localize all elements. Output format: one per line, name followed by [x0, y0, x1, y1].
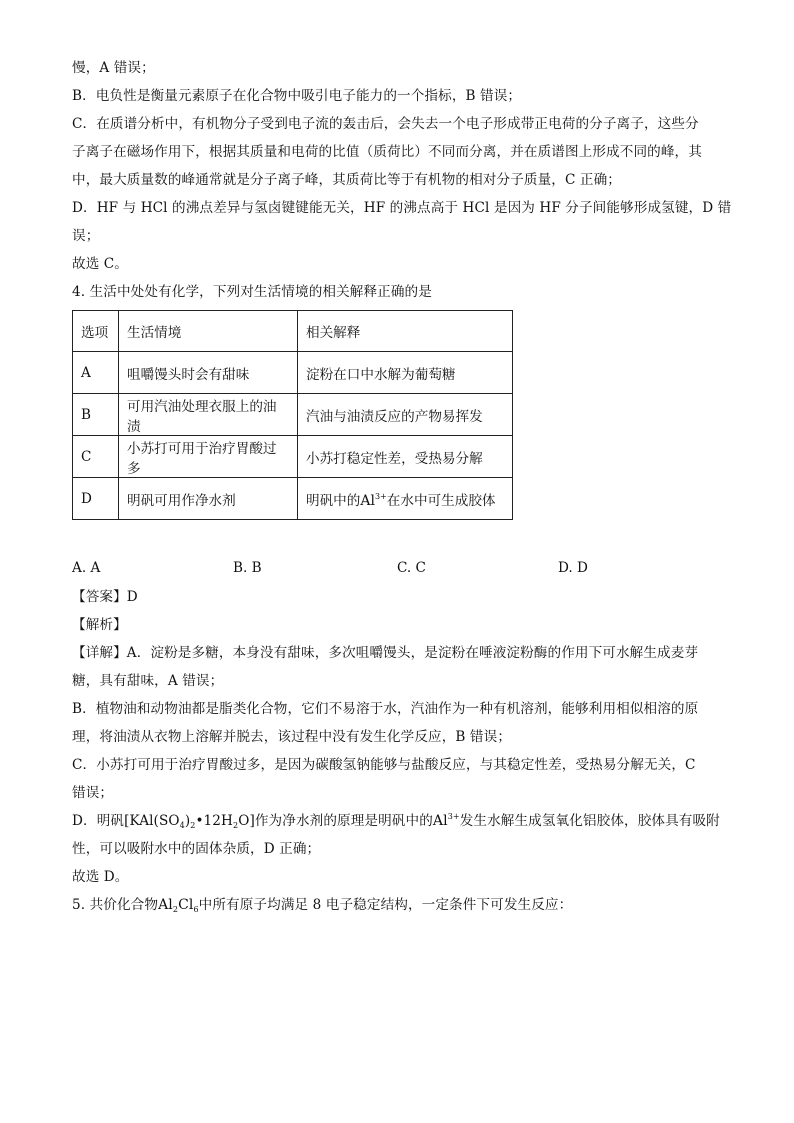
choice-c: C. C: [397, 560, 426, 576]
aluminum-ion-symbol: Al: [432, 813, 448, 829]
ion-charge: 3+: [374, 491, 387, 501]
stem-text: 5. 共价化合物: [72, 897, 159, 913]
subscript: 2: [190, 821, 196, 830]
table-cell-option: D: [73, 478, 119, 520]
detail-line: 【详解】A．淀粉是多糖，本身没有甜味，多次咀嚼馒头，是淀粉在唾液淀粉酶的作用下可水解生成麦芽: [72, 645, 699, 661]
table-row: [73, 478, 513, 520]
prev-solution-conclusion: 故选 C。: [72, 256, 129, 272]
ion-charge: 3+: [447, 812, 460, 821]
detail-text: ): [184, 813, 191, 829]
detail-line: 性，可以吸附水中的固体杂质，D 正确；: [72, 841, 321, 857]
explain-text: 明矾中的: [306, 492, 361, 509]
prev-solution-line: C．在质谱分析中，有机物分子受到电子流的轰击后，会失去一个电子形成带正电荷的分子离子，这些分: [72, 116, 699, 132]
analysis-label: 【解析】: [72, 617, 127, 633]
detail-conclusion: 故选 D。: [72, 869, 129, 885]
table-cell-scene: 明矾可用作净水剂: [119, 478, 298, 520]
detail-line: C．小苏打可用于治疗胃酸过多，是因为碳酸氢钠能够与盐酸反应，与其稳定性差，受热易分解无关，C: [72, 757, 696, 773]
table-row: [73, 394, 513, 436]
table-cell-explain: 汽油与油渍反应的产物易挥发: [298, 394, 513, 436]
table-cell-option: A: [73, 352, 119, 394]
detail-text: O]作为净水剂的原理是明矾中的: [238, 813, 433, 829]
prev-solution-line: 中，最大质量数的峰通常就是分子离子峰，其质荷比等于有机物的相对分子质量，C 正确；: [72, 172, 621, 188]
question-4-choices: [72, 560, 722, 578]
formula-element: Al: [158, 897, 173, 913]
answer-label: 【答案】D: [72, 589, 138, 605]
question-4-stem: 4. 生活中处处有化学，下列对生活情境的相关解释正确的是: [72, 284, 432, 300]
detail-line: 糖，具有甜味，A 错误；: [72, 673, 224, 689]
choice-d: D. D: [558, 560, 588, 576]
table-cell-scene: 小苏打可用于治疗胃酸过多: [119, 436, 298, 478]
subscript: 2: [233, 821, 239, 830]
stem-text: 中所有原子均满足 8 电子稳定结构，一定条件下可发生反应：: [198, 897, 573, 913]
detail-line: 理，将油渍从衣物上溶解并脱去，该过程中没有发生化学反应，B 错误；: [72, 729, 512, 745]
table-cell-option: B: [73, 394, 119, 436]
document-page: [72, 60, 732, 925]
table-header-cell: 生活情境: [119, 311, 298, 352]
table-cell-explain: 淀粉在口中水解为葡萄糖: [298, 352, 513, 394]
question-4-table: [72, 310, 513, 520]
table-row: [73, 352, 513, 394]
choice-a: A. A: [72, 560, 101, 576]
detail-line: 错误；: [72, 785, 114, 801]
choice-b: B. B: [233, 560, 262, 576]
table-cell-scene: 可用汽油处理衣服上的油渍: [119, 394, 298, 436]
prev-solution-line: 慢，A 错误；: [72, 60, 155, 76]
table-cell-explain: [298, 478, 513, 520]
table-cell-explain: 小苏打稳定性差，受热易分解: [298, 436, 513, 478]
table-header-cell: 选项: [73, 311, 119, 352]
detail-text: 发生水解生成氢氧化铝胶体，胶体具有吸附: [459, 813, 720, 829]
prev-solution-line: B．电负性是衡量元素原子在化合物中吸引电子能力的一个指标，B 错误；: [72, 88, 522, 104]
table-cell-option: C: [73, 436, 119, 478]
question-5-stem: [72, 897, 722, 914]
explain-text: 在水中可生成胶体: [386, 492, 496, 509]
prev-solution-line: 误；: [72, 228, 100, 244]
table-row: [73, 436, 513, 478]
subscript: 2: [172, 905, 179, 914]
subscript: 6: [193, 905, 199, 914]
aluminum-ion-symbol: Al: [360, 492, 375, 509]
detail-line-alum: [72, 813, 722, 830]
prev-solution-line: 子离子在磁场作用下，根据其质量和电荷的比值（质荷比）不同而分离，并在质谱图上形成不同的峰，其: [72, 144, 702, 160]
detail-text: •12H: [195, 813, 234, 829]
subscript: 4: [179, 821, 185, 830]
prev-solution-line: D．HF 与 HCl 的沸点差异与氢卤键键能无关，HF 的沸点高于 HCl 是因为 HF 分子间能够形成氢键，D 错: [72, 200, 732, 216]
table-header-row: [73, 311, 513, 352]
table-cell-scene: 咀嚼馒头时会有甜味: [119, 352, 298, 394]
detail-text: D．明矾[KAl(SO: [72, 813, 180, 829]
formula-element: Cl: [178, 897, 194, 913]
detail-line: B．植物油和动物油都是脂类化合物，它们不易溶于水，汽油作为一种有机溶剂，能够利用相似相溶的原: [72, 701, 699, 717]
table-header-cell: 相关解释: [298, 311, 513, 352]
